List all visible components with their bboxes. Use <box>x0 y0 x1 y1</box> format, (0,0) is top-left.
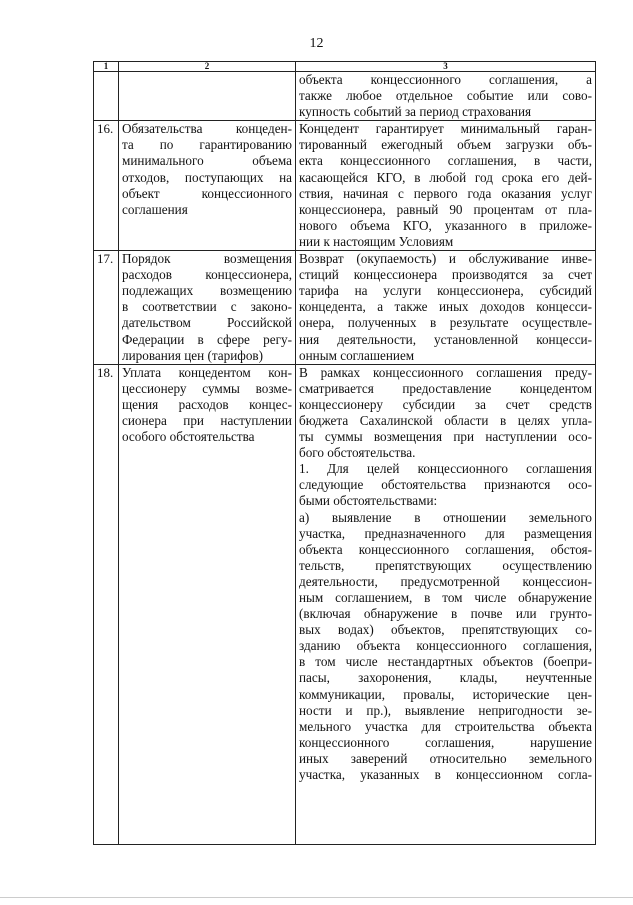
label-line: цессионеру суммы возме- <box>122 380 292 396</box>
text-line: в том числе нестандартных объектов (боепри- <box>299 654 592 670</box>
text-line: (включая обнаружение в почве или грунто- <box>299 606 592 622</box>
table-row <box>94 121 596 251</box>
text-line: концессионного соглашения, нарушение <box>299 734 592 750</box>
label-line: Федерации в сфере регу- <box>122 331 292 347</box>
label-line: расходов концессионера, <box>122 267 292 283</box>
text-line: 1. Для целей концессионного соглашения <box>299 461 592 477</box>
text-line: бюджета Сахалинской области в целях упла- <box>299 412 592 428</box>
row-text <box>296 251 596 365</box>
text-line: тированный ежегодный объем загрузки объ- <box>299 137 592 153</box>
text-line: ности и пр.), выявление непригодности зе- <box>299 702 592 718</box>
table-row <box>94 364 596 844</box>
text-line: следующие обстоятельства признаются осо- <box>299 477 592 493</box>
row-text <box>296 72 596 121</box>
column-header-1: 1 <box>94 62 119 72</box>
conditions-table <box>93 61 596 845</box>
text-line: Концедент гарантирует минимальный гаран- <box>299 121 592 137</box>
label-line: та по гарантированию <box>122 137 292 153</box>
text-line: ствия, начиная с первого года оказания услуг <box>299 185 592 201</box>
label-line: сионера при наступлении <box>122 412 292 428</box>
text-line: купность событий за период страхования <box>299 104 532 120</box>
text-line: объекта концессионного соглашения, а <box>299 72 592 87</box>
text-line: мельного участка для строительства объекта <box>299 718 592 734</box>
table-row <box>94 72 596 121</box>
text-line: касающейся КГО, в любой год срока его дей- <box>299 169 592 185</box>
label-line: соглашения <box>122 201 188 217</box>
text-line: онным соглашением <box>299 347 415 363</box>
text-line: ным соглашением, в том числе обнаружение <box>299 590 592 605</box>
label-line: Уплата концедентом кон- <box>122 364 292 380</box>
table-row <box>94 251 596 365</box>
text-line: стиций концессионера производятся за счет <box>299 267 592 283</box>
label-line: отходов, поступающих на <box>122 169 292 185</box>
row-label <box>119 72 296 121</box>
text-line: нового объема КГО, указанного в приложе- <box>299 217 592 233</box>
row-text <box>296 121 596 251</box>
text-line: также любое отдельное событие или сово- <box>299 88 592 104</box>
text-line: вых водах) объектов, препятствующих со- <box>299 622 592 638</box>
text-line: тельств, препятствующих осуществлению <box>299 557 592 573</box>
row-number: 16. <box>94 121 119 251</box>
row-number <box>94 72 119 121</box>
label-line: объект концессионного <box>122 185 292 201</box>
row-label <box>119 251 296 365</box>
table-header-row <box>94 62 596 72</box>
label-line: минимального объема <box>122 153 292 169</box>
text-line: пасы, захоронения, клады, неучтенные <box>299 670 592 686</box>
label-line: щения расходов концес- <box>122 396 292 412</box>
label-line: лирования цен (тарифов) <box>122 347 264 363</box>
column-header-2: 2 <box>119 62 296 72</box>
text-line: коммуникации, провалы, исторические цен- <box>299 686 592 702</box>
text-line: онера, полученных в результате осуществле- <box>299 315 592 331</box>
text-line: участка, указанных в концессионном согла- <box>299 767 592 783</box>
text-line: бого обстоятельства. <box>299 445 416 461</box>
row-number: 17. <box>94 251 119 365</box>
text-line: иных заверений относительно земельного <box>299 750 592 766</box>
text-line: Возврат (окупаемость) и обслуживание инве- <box>299 251 592 267</box>
row-label <box>119 121 296 251</box>
text-line: нии к настоящим Условиям <box>299 233 454 249</box>
text-line: тарифа на услуги концессионера, субсидий <box>299 283 592 299</box>
page-number: 12 <box>309 36 324 51</box>
label-line: особого обстоятельства <box>122 429 255 445</box>
text-line: концедента, а также иных доходов концесси- <box>299 299 592 315</box>
scan-edge-line <box>0 897 633 898</box>
text-line: быми обстоятельствами: <box>299 493 438 509</box>
text-line: деятельности, предусмотренной концессион- <box>299 573 592 589</box>
text-line: а) выявление в отношении земельного <box>299 509 592 525</box>
label-line: Обязательства концеден- <box>122 121 292 137</box>
text-line: концессионеру субсидии за счет средств <box>299 396 592 412</box>
text-line: екта концессионного соглашения, в части, <box>299 153 592 169</box>
text-line: В рамках концессионного соглашения преду- <box>299 364 592 380</box>
text-line: концессионера, равный 90 процентам от пла- <box>299 201 592 217</box>
label-line: дательством Российской <box>122 315 292 331</box>
row-number: 18. <box>94 364 119 844</box>
text-line: объекта концессионного соглашения, обстоя- <box>299 541 592 557</box>
text-line: участка, предназначенного для размещения <box>299 525 592 541</box>
text-line: ты суммы возмещения при наступлении осо- <box>299 429 592 445</box>
text-line: ния деятельности, установленной концесси- <box>299 331 592 347</box>
row-text <box>296 364 596 844</box>
row-label <box>119 364 296 844</box>
table-body <box>94 72 596 845</box>
text-line: зданию объекта концессионного соглашения, <box>299 638 592 654</box>
label-line: подлежащих возмещению <box>122 283 292 299</box>
label-line: в соответствии с законо- <box>122 299 292 315</box>
label-line: Порядок возмещения <box>122 251 292 267</box>
text-line: сматривается предоставление концедентом <box>299 380 592 396</box>
column-header-3: 3 <box>296 62 596 72</box>
